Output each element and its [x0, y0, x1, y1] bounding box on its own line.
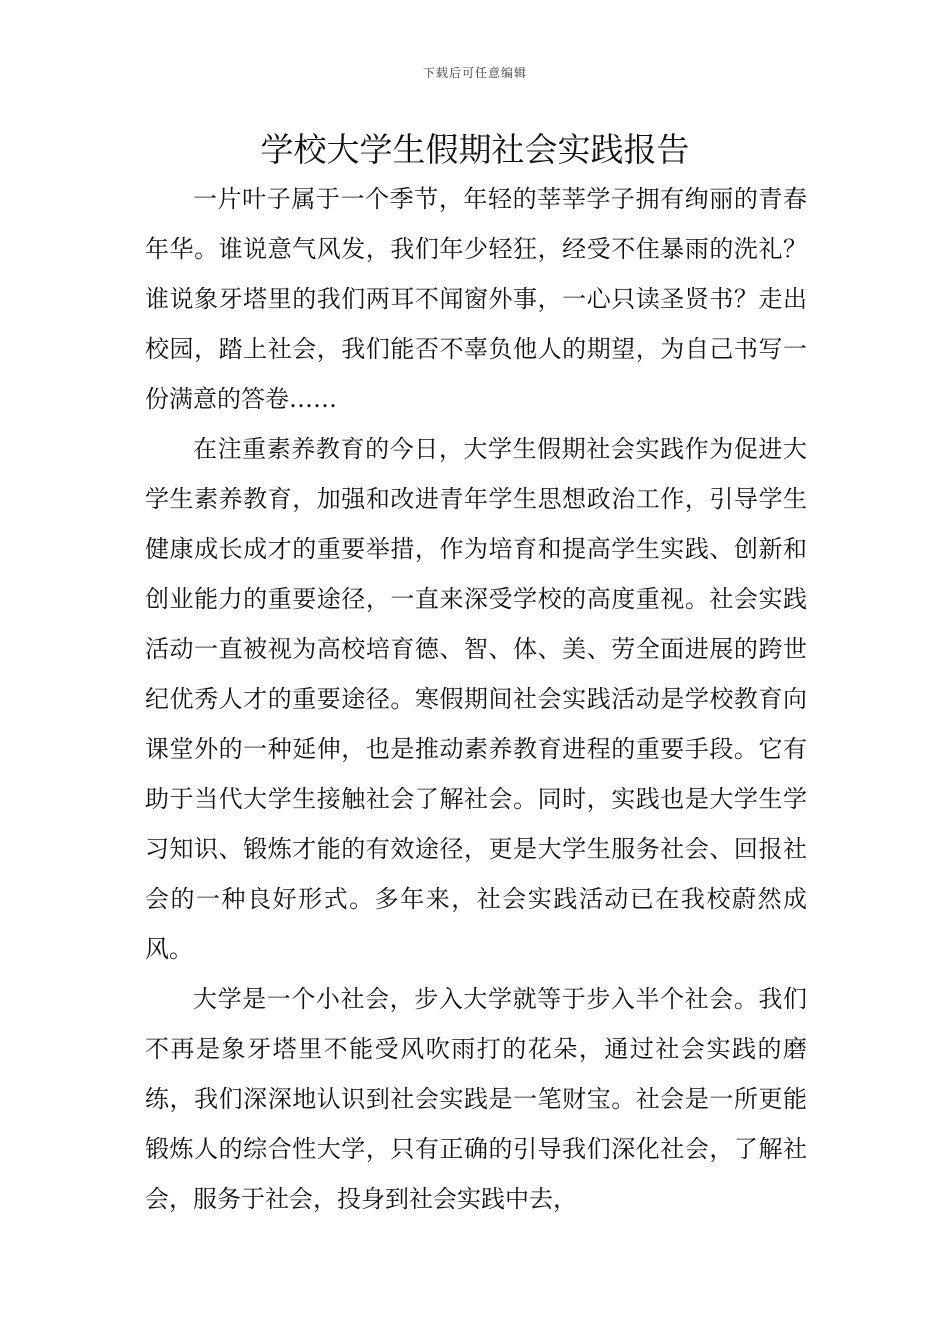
paragraph-2: 在注重素养教育的今日，大学生假期社会实践作为促进大学生素养教育，加强和改进青年学生思想政治工作，引导学生健康成长成才的重要举措，作为培育和提高学生实践、创新和创业能力的重要途径，一直来深受学校的高度重视。社会实践活动一直被视为高校培育德、智、体、美、劳全面进展的跨世纪优秀人才的重要途径。寒假期间社会实践活动是学校教育向课堂外的一种延伸，也是推动素养教育进程的重要手段。它有助于当代大学生接触社会了解社会。同时，实践也是大学生学习知识、锻炼才能的有效途径，更是大学生服务社会、回报社会的一种良好形式。多年来，社会实践活动已在我校蔚然成风。: [145, 435, 807, 963]
paragraph-1: 一片叶子属于一个季节，年轻的莘莘学子拥有绚丽的青春年华。谁说意气风发，我们年少轻狂，经受不住暴雨的洗礼？谁说象牙塔里的我们两耳不闻窗外事，一心只读圣贤书？走出校园，踏上社会，我们能否不辜负他人的期望，为自己书写一份满意的答卷……: [145, 185, 807, 413]
document-title: 学校大学生假期社会实践报告: [260, 130, 690, 169]
document-body: [145, 174, 807, 1224]
header-note: 下载后可任意编辑: [422, 66, 527, 80]
paragraph-3: 大学是一个小社会，步入大学就等于步入半个社会。我们不再是象牙塔里不能受风吹雨打的花朵，通过社会实践的磨练，我们深深地认识到社会实践是一笔财宝。社会是一所更能锻炼人的综合性大学，只有正确的引导我们深化社会，了解社会，服务于社会，投身到社会实践中去，: [145, 985, 807, 1213]
